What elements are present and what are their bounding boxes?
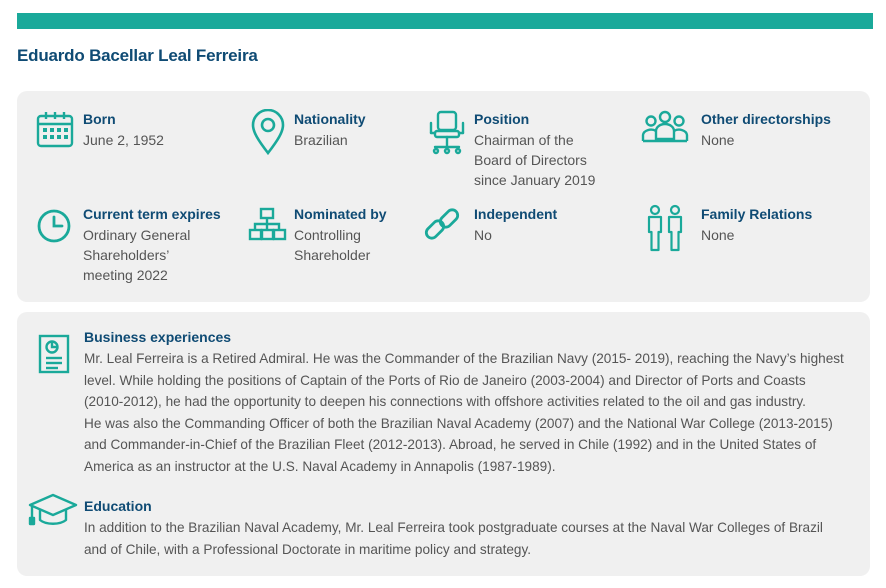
link-icon bbox=[422, 204, 462, 248]
business-line-5: and Commander-in-Chief of the Brazilian Fleet (2012-2013). Abroad, he served in Chile (1992) and in the United States of bbox=[84, 437, 817, 452]
position-title: Position bbox=[474, 111, 530, 127]
resume-icon bbox=[38, 334, 78, 378]
current-term-value-line-1: Ordinary General bbox=[83, 227, 191, 243]
office-chair-icon bbox=[427, 109, 467, 153]
other-directorships-value: None bbox=[701, 132, 735, 148]
education-line-2: and of Chile, with a Professional Doctorate in maritime policy and strategy. bbox=[84, 541, 532, 557]
person-name: Eduardo Bacellar Leal Ferreira bbox=[17, 46, 258, 65]
born-title: Born bbox=[83, 111, 116, 127]
graduation-cap-icon bbox=[28, 493, 78, 537]
header-accent-bar bbox=[17, 13, 873, 29]
family-relations-title: Family Relations bbox=[701, 206, 813, 222]
business-line-1: Mr. Leal Ferreira is a Retired Admiral. He was the Commander of the Brazilian Navy (2015- 2019), reaching the Navy’s highest bbox=[84, 351, 844, 366]
business-line-2: level. While holding the positions of Captain of the Ports of Rio de Janeiro (2003-2004) and Director of Ports and Coasts bbox=[84, 372, 806, 388]
org-chart-icon bbox=[248, 204, 288, 248]
education-title: Education bbox=[84, 498, 152, 514]
clock-icon bbox=[35, 204, 75, 248]
experience-card bbox=[17, 312, 870, 576]
current-term-title: Current term expires bbox=[83, 206, 221, 222]
current-term-value-line-3: meeting 2022 bbox=[83, 267, 168, 283]
business-line-6: America as an instructor at the U.S. Naval Academy in Annapolis (1987-1989). bbox=[84, 458, 556, 474]
business-title: Business experiences bbox=[84, 329, 232, 345]
position-value-line-2: Board of Directors bbox=[474, 152, 587, 168]
location-pin-icon bbox=[248, 109, 288, 153]
nominated-by-value-line-2: Shareholder bbox=[294, 247, 371, 263]
business-line-4: He was also the Commanding Officer of both the Brazilian Naval Academy (2007) and the National War College (2013-2015) bbox=[84, 415, 833, 431]
education-text bbox=[84, 517, 864, 560]
current-term-value-line-2: Shareholders’ bbox=[83, 247, 170, 263]
group-icon bbox=[640, 109, 690, 153]
nationality-value: Brazilian bbox=[294, 132, 348, 148]
position-value-line-3: since January 2019 bbox=[474, 172, 596, 188]
business-line-3: (2010-2012), he had the opportunity to deepen his connections with offshore activities related to the oil and gas industry. bbox=[84, 394, 806, 409]
family-icon bbox=[645, 204, 685, 248]
family-relations-value: None bbox=[701, 227, 735, 243]
independent-value: No bbox=[474, 227, 492, 243]
profile-card bbox=[17, 91, 870, 302]
nominated-by-value-line-1: Controlling bbox=[294, 227, 361, 243]
calendar-icon bbox=[35, 109, 75, 153]
nominated-by-title: Nominated by bbox=[294, 206, 387, 222]
born-value: June 2, 1952 bbox=[83, 132, 164, 148]
other-directorships-title: Other directorships bbox=[701, 111, 831, 127]
independent-title: Independent bbox=[474, 206, 558, 222]
education-line-1: In addition to the Brazilian Naval Academy, Mr. Leal Ferreira took postgraduate courses at the Naval War Colleges of Brazil bbox=[84, 520, 823, 535]
business-text bbox=[84, 348, 864, 477]
nationality-title: Nationality bbox=[294, 111, 366, 127]
position-value-line-1: Chairman of the bbox=[474, 132, 574, 148]
